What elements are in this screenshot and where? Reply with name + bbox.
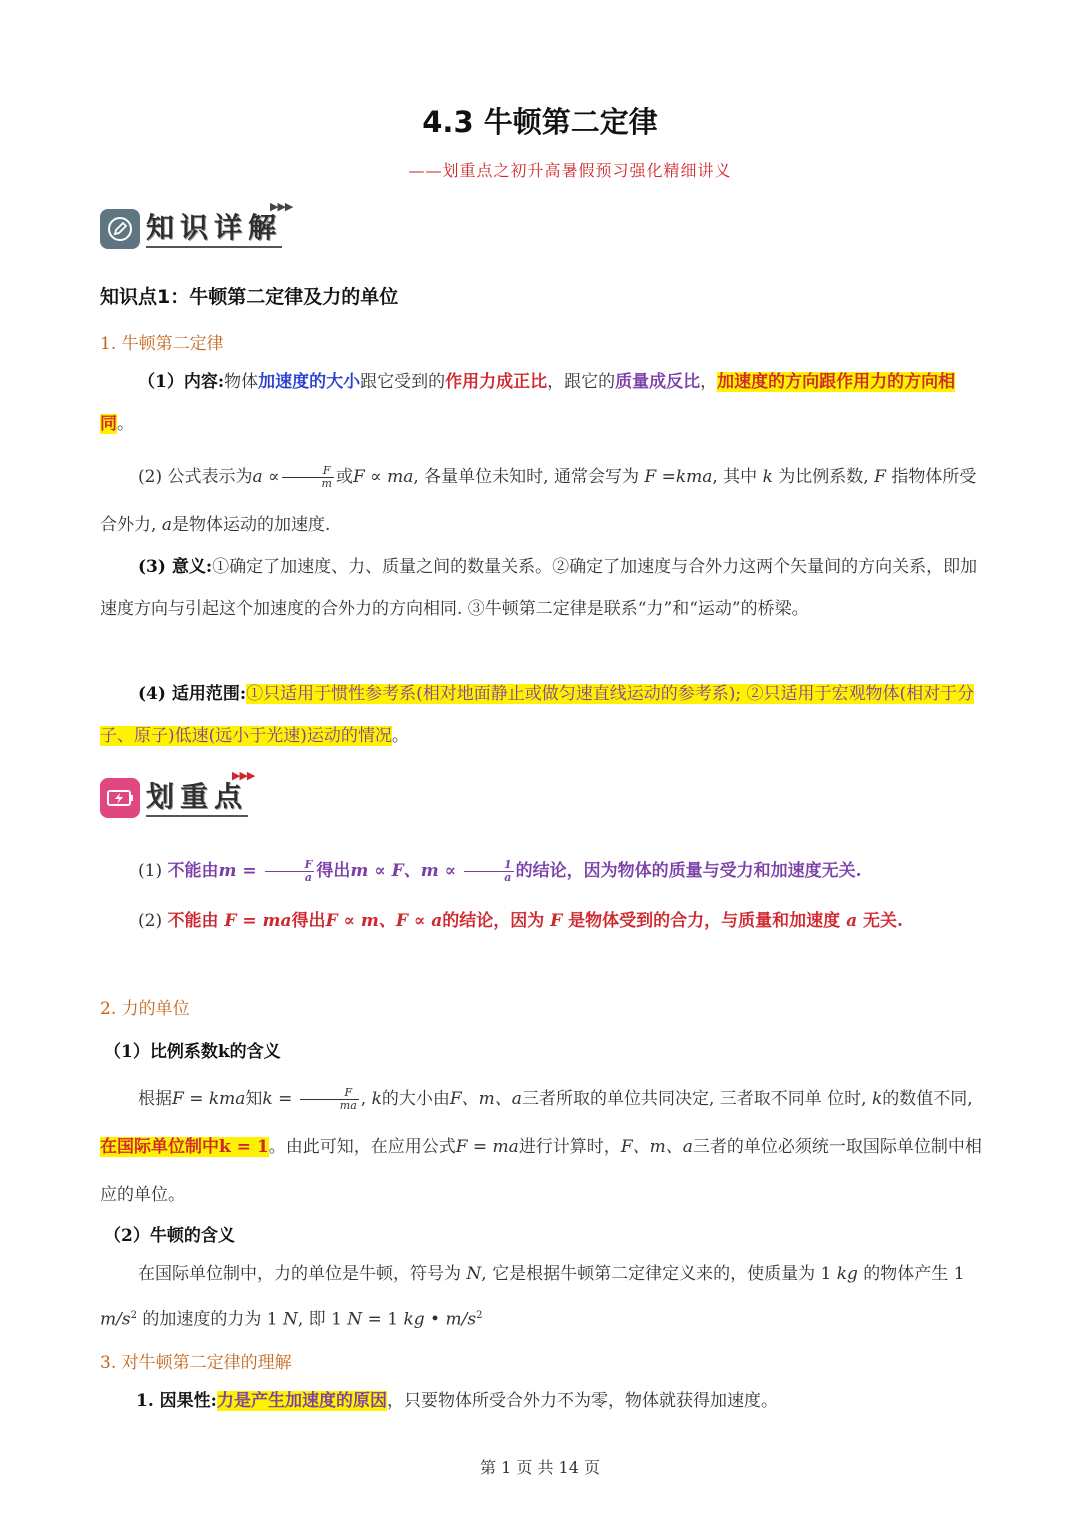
section-heading-3: 3. 对牛顿第二定律的理解 (100, 1353, 292, 1373)
paragraph-content: （1）内容:物体加速度的大小跟它受到的作用力成正比，跟它的质量成反比，加速度的方向跟作用力的方向相同。 (100, 372, 956, 434)
page-title: 4.3 牛顿第二定律 (422, 105, 658, 139)
page-subtitle: ——划重点之初升高暑假预习强化精细讲义 (408, 161, 732, 180)
arrows-decoration: ▶▶▶ (270, 200, 293, 213)
banner-title-knowledge: 知识详解 (146, 211, 282, 248)
paragraph-newton: 在国际单位制中，力的单位是牛顿，符号为 N, 它是根据牛顿第二定律定义来的，使质量为 1 kg 的物体产生 1 $m/s^2$ 的加速度的力为 1 N, 即 1 N = 1 kg • $m/s^2$ (100, 1264, 965, 1330)
paragraph-meaning: (3) 意义:①确定了加速度、力、质量之间的数量关系。②确定了加速度与合外力这两个矢量间的方向关系，即加速度方向与引起这个加速度的合外力的方向相同. ③牛顿第二定律是联系“力”和“运动”的桥梁。 (100, 557, 978, 619)
section-banner-key-points (100, 769, 255, 821)
sub-heading-newton: （2）牛顿的含义 (104, 1226, 235, 1246)
paragraph-formula: (2) 公式表示为a ∝ $\frac{F}{m}$ 或F ∝ ma, 各量单位未知时, 通常会写为 F =kma, 其中 k 为比例系数, F 指物体所受合外力, a是物体运动的加速度. (100, 464, 977, 535)
knowledge-point-heading: 知识点1：牛顿第二定律及力的单位 (100, 286, 399, 308)
section-heading-2: 2. 力的单位 (100, 999, 190, 1019)
section-banner-knowledge (100, 200, 293, 252)
key-point-2: (2) 不能由 F = ma得出F ∝ m、F ∝ a的结论，因为 F 是物体受到的合力，与质量和加速度 a 无关. (138, 911, 903, 931)
lightning-icon (100, 778, 140, 818)
pencil-icon (100, 209, 140, 249)
key-point-1: (1) 不能由m = $\frac{F}{a}$ 得出m ∝ F、m ∝ $\frac{1}{a}$ 的结论，因为物体的质量与受力和加速度无关. (138, 858, 862, 884)
section-heading-1: 1. 牛顿第二定律 (100, 334, 224, 354)
paragraph-scope: (4) 适用范围:①只适用于惯性参考系(相对地面静止或做匀速直线运动的参考系); ②只适用于宏观物体(相对于分子、原子)低速(远小于光速)运动的情况。 (100, 684, 975, 746)
paragraph-coefficient: 根据F = kma知k = $\frac{F}{ma}$ , k的大小由F、m、a三者所取的单位共同决定, 三者取不同单 位时, k的数值不同, 在国际单位制中k = 1。由此可知，在应用公式F = ma进行计算时，F、m、a三者的单位必须统一取国际单位制中相应的单位。 (100, 1086, 982, 1205)
sub-heading-coefficient: （1）比例系数k的含义 (104, 1042, 281, 1062)
banner-title-key-points: 划重点 (146, 780, 248, 817)
page-footer: 第 1 页 共 14 页 (480, 1458, 600, 1477)
paragraph-causality: 1. 因果性:力是产生加速度的原因，只要物体所受合外力不为零，物体就获得加速度。 (136, 1391, 778, 1411)
arrows-decoration: ▶▶▶ (232, 769, 255, 782)
